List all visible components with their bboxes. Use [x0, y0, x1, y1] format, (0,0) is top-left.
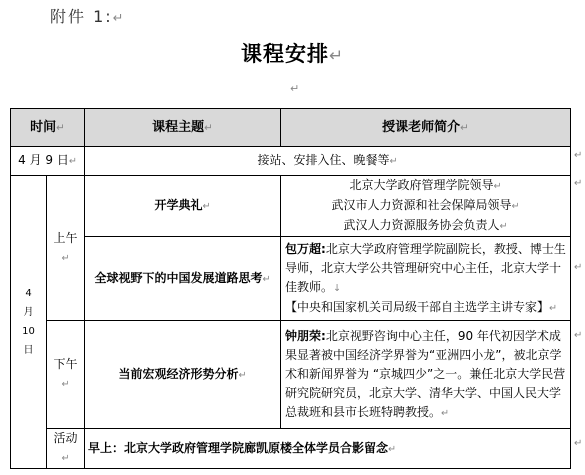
row-end-mark: ↵ — [574, 178, 583, 189]
date-line: 10 — [22, 326, 35, 337]
attachment-label: 附件 1:↵ — [50, 7, 126, 26]
schedule-table — [10, 108, 571, 469]
row-end-mark: ↵ — [574, 438, 583, 449]
speaker-intro-bao: 包万超:北京大学政府管理学院副院长，教授、博士生导师，北京大学公共管理研究中心主任，北京大学十佳教师。↓ 【中央和国家机关司局级干部自主选学主讲专家】↵ — [281, 237, 571, 321]
arrival-cell: 接站、安排入住、晚餐等↵ — [85, 147, 571, 176]
row-end-mark: ↵ — [574, 150, 583, 161]
table-row — [11, 237, 571, 321]
date-cell-apr10 — [11, 176, 47, 469]
period-activity: 活动↵ — [47, 429, 85, 469]
speaker-name: 钟朋荣: — [285, 328, 326, 343]
topic-macroeconomy: 当前宏观经济形势分析↵ — [85, 321, 281, 429]
header-topic: 课程主题↵ — [85, 109, 281, 147]
date-line: 日 — [23, 345, 34, 356]
speaker-line: 北京大学政府管理学院领导↵ — [349, 178, 502, 192]
speakers-opening-ceremony — [281, 176, 571, 237]
activity-content: 早上：北京大学政府管理学院廊凯原楼全体学员合影留念↵ — [85, 429, 571, 469]
date-line: 月 — [23, 307, 34, 318]
period-afternoon: 下午↵ — [47, 321, 85, 429]
row-end-mark: ↵ — [574, 262, 583, 273]
speaker-name: 包万超: — [285, 241, 326, 256]
table-row — [11, 176, 571, 237]
speaker-bio: 北京大学政府管理学院副院长，教授、博士生导师，北京大学公共管理研究中心主任，北京大学十佳教师。 — [285, 241, 566, 294]
table-row — [11, 321, 571, 429]
table-row — [11, 429, 571, 469]
date-cell-apr9: 4 月 9 日↵ — [11, 147, 85, 176]
header-lecturer: 授课老师简介↵ — [281, 109, 571, 147]
table-row — [11, 147, 571, 176]
speaker-line: 武汉市人力资源和社会保障局领导↵ — [331, 198, 520, 212]
paragraph-mark: ↵ — [290, 82, 300, 95]
date-line: 4 — [25, 288, 32, 299]
speaker-bio: 北京视野咨询中心主任，90 年代初因学术成果显著被中国经济学界誉为“亚洲四小龙”，被北京学术和新闻界誉为 “京城四少”之一。兼任北京大学民营研究院研究员，北京大学、清华大学、中国人民大学总裁班和县市长班特聘教授。 — [285, 328, 566, 419]
header-time: 时间↵ — [11, 109, 85, 147]
page-title: 课程安排↵ — [240, 42, 345, 66]
speaker-line: 武汉人力资源服务协会负责人↵ — [343, 218, 508, 232]
row-end-mark: ↵ — [574, 330, 583, 341]
speaker-intro-zhong: 钟朋荣:北京视野咨询中心主任，90 年代初因学术成果显著被中国经济学界誉为“亚洲四小龙”，被北京学术和新闻界誉为 “京城四少”之一。兼任北京大学民营研究院研究员，北京大学、清华大学、中国人民大学总裁班和县市长班特聘教授。↵ — [281, 321, 571, 429]
table-header-row — [11, 109, 571, 147]
topic-china-development: 全球视野下的中国发展道路思考↵ — [85, 237, 281, 321]
topic-opening-ceremony: 开学典礼↵ — [85, 176, 281, 237]
period-morning: 上午↵ — [47, 176, 85, 321]
speaker-note: 【中央和国家机关司局级干部自主选学主讲专家】 — [285, 299, 550, 314]
